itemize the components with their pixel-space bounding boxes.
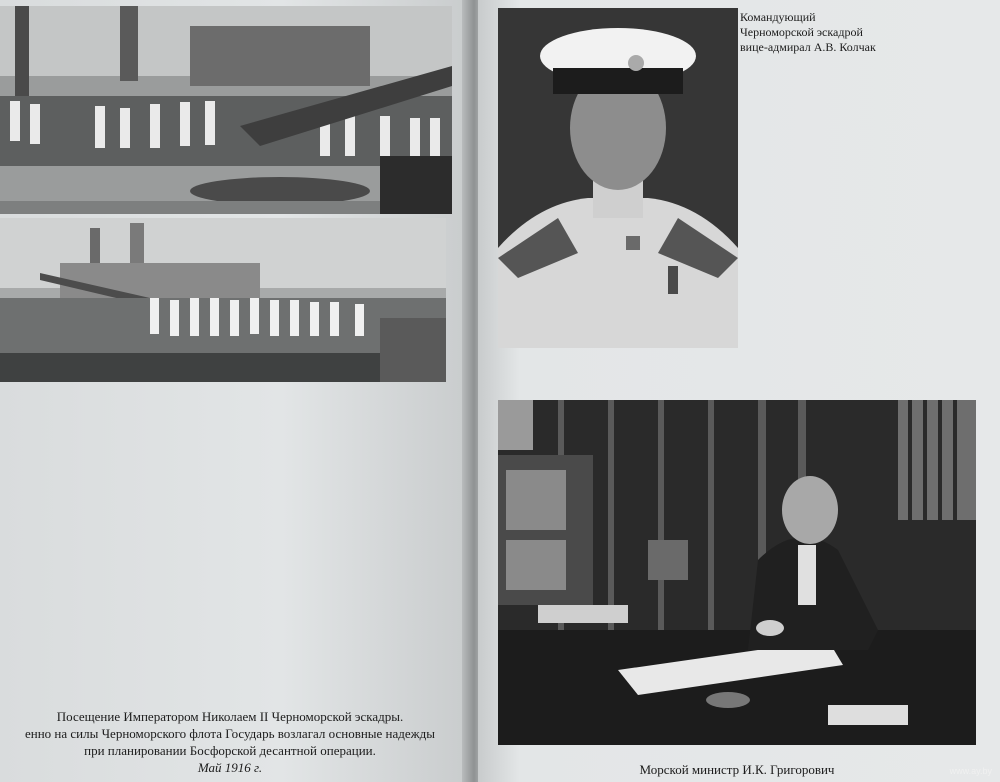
caption-date: Май 1916 г. xyxy=(197,760,263,775)
portrait-caption-line-1: Командующий xyxy=(740,10,816,24)
watermark-text: www.ay.by xyxy=(949,766,992,776)
left-page xyxy=(0,0,470,782)
caption-line-3: при планировании Босфорской десантной операции. xyxy=(84,743,376,758)
portrait-caption-line-2: Черноморской эскадрой xyxy=(740,25,863,39)
office-caption: Морской министр И.К. Григорович xyxy=(639,762,835,777)
caption-line-1: Посещение Императором Николаем II Черноморской эскадры. xyxy=(56,709,404,724)
admiral-portrait-photo xyxy=(498,8,738,348)
ship-crew-photo-middle xyxy=(0,218,446,382)
ship-deck-photo-top xyxy=(0,6,452,214)
minister-office-photo xyxy=(498,400,976,745)
portrait-caption xyxy=(740,10,980,55)
caption-line-2: енно на силы Черноморского флота Государь возлагал основные надежды xyxy=(24,726,435,741)
right-page xyxy=(478,0,1000,782)
portrait-caption-line-3: вице-адмирал А.В. Колчак xyxy=(740,40,876,54)
left-page-caption xyxy=(0,708,460,776)
